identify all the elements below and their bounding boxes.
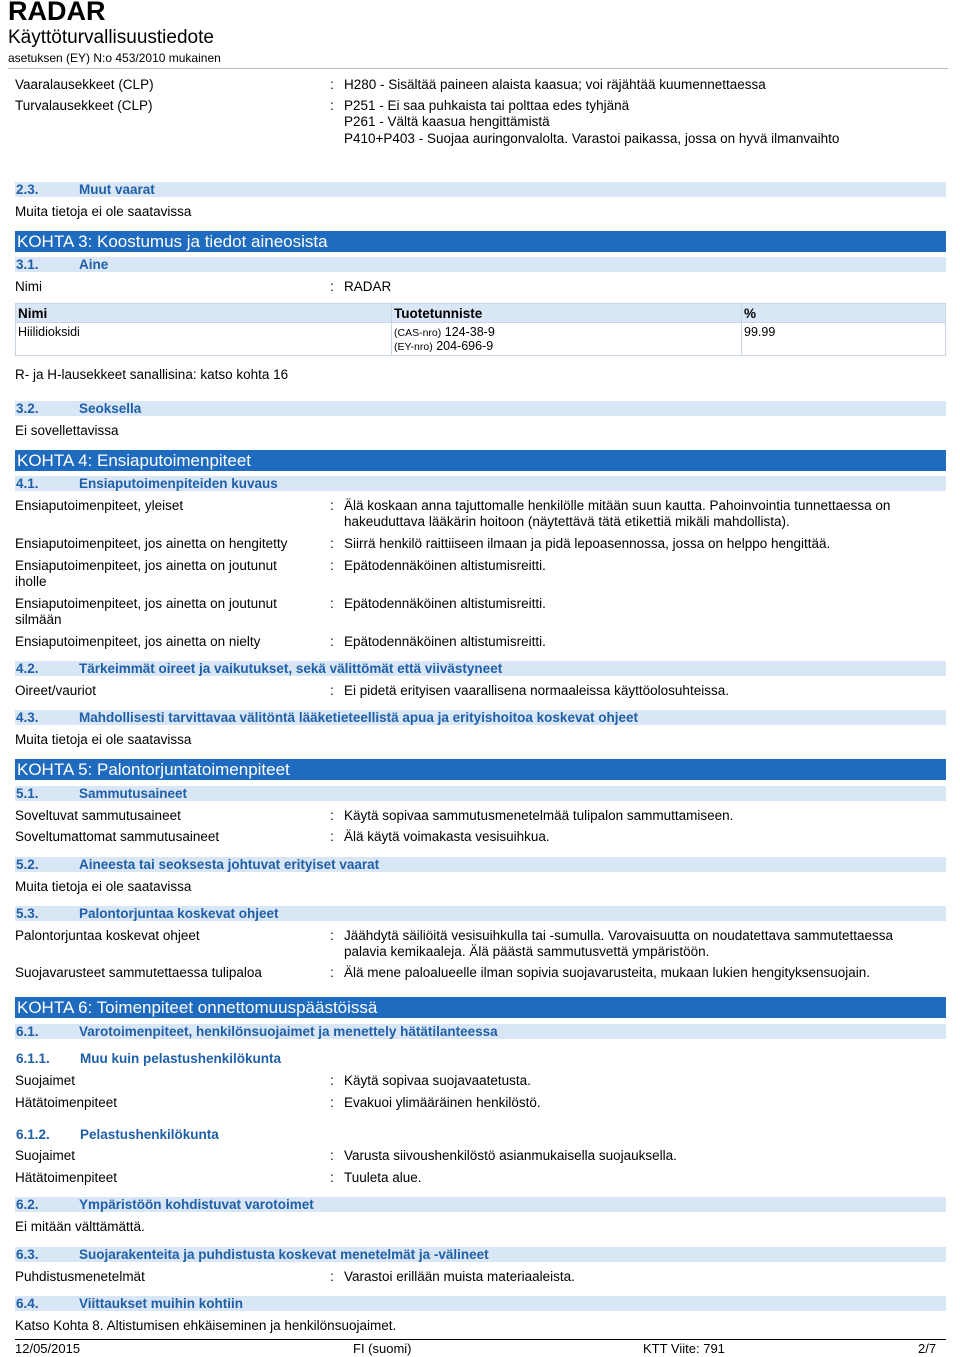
document-title: RADAR — [8, 0, 106, 26]
subsection-6-1-2-number: 6.1.2. — [16, 1127, 50, 1142]
subsection-6-2 — [15, 1197, 946, 1212]
colon: : — [330, 928, 334, 943]
subsection-number: 5.1. — [16, 786, 39, 801]
firefighting-instructions-value: Jäähdytä säiliöitä vesisuihkulla tai -sumulla. Varovaisuutta on noudatettava sammutettaessa palavia kemikaaleja. Älä päästä sammutusvettä ympäristöön. — [344, 928, 894, 959]
subsection-6-1-2-title: Pelastushenkilökunta — [80, 1127, 219, 1142]
subsection-number: 4.2. — [16, 661, 39, 676]
table-header-row — [16, 304, 946, 323]
subsection-6-4 — [15, 1296, 946, 1311]
first-aid-general-label: Ensiaputoimenpiteet, yleiset — [15, 498, 184, 513]
precautionary-line-2: P261 - Vältä kaasua hengittämistä — [344, 114, 550, 129]
footer-page-number: 2/7 — [918, 1341, 937, 1356]
subsection-5-2 — [15, 857, 946, 872]
footer-divider — [15, 1339, 946, 1340]
subsection-title: Viittaukset muihin kohtiin — [79, 1296, 244, 1311]
footer-language: FI (suomi) — [353, 1341, 412, 1356]
hazard-statements-label: Vaaralausekkeet (CLP) — [15, 77, 154, 92]
emergency-procedures-label: Hätätoimenpiteet — [15, 1170, 118, 1185]
unsuitable-media-label: Soveltumattomat sammutusaineet — [15, 829, 220, 844]
colon: : — [330, 1269, 334, 1284]
section-3-header: KOHTA 3: Koostumus ja tiedot aineosista — [15, 231, 946, 252]
protective-equipment-label: Suojavarusteet sammutettaessa tulipaloa — [15, 965, 262, 980]
hazard-statements-value: H280 - Sisältää paineen alaista kaasua; voi räjähtää kuumennettaessa — [344, 77, 766, 92]
subsection-3-1 — [15, 257, 946, 272]
subsection-number: 6.4. — [16, 1296, 39, 1311]
subsection-number: 3.1. — [16, 257, 39, 272]
emergency-protective-value: Varusta siivoushenkilöstö asianmukaisella suojauksella. — [344, 1148, 677, 1163]
non-emergency-procedures-value: Evakuoi ylimääräinen henkilöstö. — [344, 1095, 541, 1110]
emergency-protective-label: Suojaimet — [15, 1148, 76, 1163]
first-aid-skin-label: Ensiaputoimenpiteet, jos ainetta on joutunut iholle — [15, 558, 277, 589]
component-name: Hiilidioksidi — [16, 323, 392, 356]
subsection-4-1 — [15, 476, 946, 491]
special-hazards-text: Muita tietoja ei ole saatavissa — [15, 879, 192, 894]
colon: : — [330, 536, 334, 551]
first-aid-ingestion-value: Epätodennäköinen altistumisreitti. — [344, 634, 546, 649]
colon: : — [330, 498, 334, 513]
colon: : — [330, 808, 334, 823]
document-subtitle: Käyttöturvallisuustiedote — [8, 27, 214, 48]
colon: : — [330, 98, 334, 113]
colon: : — [330, 77, 334, 92]
subsection-5-1 — [15, 786, 946, 801]
column-header-identifier: Tuotetunniste — [392, 304, 742, 323]
section-4-header: KOHTA 4: Ensiaputoimenpiteet — [15, 450, 946, 471]
subsection-number: 4.1. — [16, 476, 39, 491]
subsection-3-2 — [15, 401, 946, 416]
colon: : — [330, 1073, 334, 1088]
substance-name-label: Nimi — [15, 279, 42, 294]
subsection-6-1-1-number: 6.1.1. — [16, 1051, 50, 1066]
colon: : — [330, 596, 334, 611]
subsection-title: Mahdollisesti tarvittavaa välitöntä lääketieteellistä apua ja erityishoitoa koskevat ohjeet — [79, 710, 638, 725]
first-aid-inhalation-value: Siirrä henkilö raittiiseen ilmaan ja pidä lepoasennossa, jossa on helppo hengittää. — [344, 536, 831, 551]
header-divider — [8, 68, 948, 69]
subsection-title: Aineesta tai seoksesta johtuvat erityiset vaarat — [79, 857, 380, 872]
colon: : — [330, 829, 334, 844]
subsection-number: 6.2. — [16, 1197, 39, 1212]
colon: : — [330, 1148, 334, 1163]
cleaning-methods-label: Puhdistusmenetelmät — [15, 1269, 145, 1284]
cleaning-methods-value: Varastoi erillään muista materiaaleista. — [344, 1269, 575, 1284]
footer-reference: KTT Viite: 791 — [643, 1341, 725, 1356]
symptoms-value: Ei pidetä erityisen vaarallisena normaaleissa käyttöolosuhteissa. — [344, 683, 729, 698]
precautionary-statements-label: Turvalausekkeet (CLP) — [15, 98, 153, 113]
column-header-percent: % — [742, 304, 946, 323]
subsection-title: Ympäristöön kohdistuvat varotoimet — [79, 1197, 314, 1212]
subsection-6-1 — [15, 1024, 946, 1039]
subsection-title: Palontorjuntaa koskevat ohjeet — [79, 906, 279, 921]
protective-equipment-value: Älä mene paloalueelle ilman sopivia suojavarusteita, mukaan lukien hengityksensuojain. — [344, 965, 871, 980]
non-emergency-protective-label: Suojaimet — [15, 1073, 76, 1088]
subsection-number: 5.2. — [16, 857, 39, 872]
column-header-name: Nimi — [16, 304, 392, 323]
section-6-header: KOHTA 6: Toimenpiteet onnettomuuspäästöissä — [15, 997, 946, 1018]
first-aid-eye-value: Epätodennäköinen altistumisreitti. — [344, 596, 546, 611]
subsection-4-2 — [15, 661, 946, 676]
ey-number: 204-696-9 — [436, 339, 494, 353]
colon: : — [330, 683, 334, 698]
subsection-number: 4.3. — [16, 710, 39, 725]
precautionary-line-1: P251 - Ei saa puhkaista tai polttaa edes tyhjänä — [344, 98, 630, 113]
firefighting-instructions-label: Palontorjuntaa koskevat ohjeet — [15, 928, 200, 943]
subsection-title: Muut vaarat — [79, 182, 155, 197]
non-emergency-protective-value: Käytä sopivaa suojavaatetusta. — [344, 1073, 531, 1088]
subsection-6-1-1-title: Muu kuin pelastushenkilökunta — [80, 1051, 282, 1066]
colon: : — [330, 558, 334, 573]
first-aid-ingestion-label: Ensiaputoimenpiteet, jos ainetta on nielty — [15, 634, 261, 649]
non-emergency-procedures-label: Hätätoimenpiteet — [15, 1095, 118, 1110]
subsection-5-3 — [15, 906, 946, 921]
symptoms-label: Oireet/vauriot — [15, 683, 97, 698]
footer-date: 12/05/2015 — [15, 1341, 81, 1356]
mixture-text: Ei sovellettavissa — [15, 423, 119, 438]
first-aid-eye-label: Ensiaputoimenpiteet, jos ainetta on joutunut silmään — [15, 596, 277, 627]
subsection-title: Suojarakenteita ja puhdistusta koskevat menetelmät ja -välineet — [79, 1247, 489, 1262]
suitable-media-value: Käytä sopivaa sammutusmenetelmää tulipalon sammuttamiseen. — [344, 808, 734, 823]
subsection-number: 5.3. — [16, 906, 39, 921]
first-aid-inhalation-label: Ensiaputoimenpiteet, jos ainetta on hengitetty — [15, 536, 288, 551]
subsection-title: Varotoimenpiteet, henkilönsuojaimet ja menettely hätätilanteessa — [79, 1024, 498, 1039]
colon: : — [330, 634, 334, 649]
subsection-title: Tärkeimmät oireet ja vaikutukset, sekä välittömät että viivästyneet — [79, 661, 503, 676]
subsection-6-3 — [15, 1247, 946, 1262]
section-5-header: KOHTA 5: Palontorjuntatoimenpiteet — [15, 759, 946, 780]
subsection-number: 6.3. — [16, 1247, 39, 1262]
environmental-precautions-text: Ei mitään välttämättä. — [15, 1219, 145, 1234]
table-row — [16, 323, 946, 356]
r-h-statements-note: R- ja H-lausekkeet sanallisina: katso kohta 16 — [15, 367, 289, 382]
component-percent: 99.99 — [742, 323, 946, 356]
medical-attention-text: Muita tietoja ei ole saatavissa — [15, 732, 192, 747]
substance-name-value: RADAR — [344, 279, 392, 294]
colon: : — [330, 1095, 334, 1110]
subsection-number: 6.1. — [16, 1024, 39, 1039]
subsection-title: Aine — [79, 257, 109, 272]
cas-number: 124-38-9 — [444, 325, 495, 339]
other-sections-reference: Katso Kohta 8. Altistumisen ehkäiseminen ja henkilönsuojaimet. — [15, 1318, 397, 1333]
subsection-title: Sammutusaineet — [79, 786, 188, 801]
subsection-title: Ensiaputoimenpiteiden kuvaus — [79, 476, 278, 491]
subsection-number: 3.2. — [16, 401, 39, 416]
subsection-4-3 — [15, 710, 946, 725]
colon: : — [330, 965, 334, 980]
suitable-media-label: Soveltuvat sammutusaineet — [15, 808, 181, 823]
composition-table — [15, 303, 946, 356]
subsection-2-3 — [15, 182, 946, 197]
first-aid-general-value: Älä koskaan anna tajuttomalle henkilölle mitään suun kautta. Pahoinvointia tunnettaessa on hakeuduttava lääkärin hoitoon (näytettävä tätä etikettiä mikäli mahdollista). — [344, 498, 891, 529]
precautionary-line-3: P410+P403 - Suojaa auringonvalolta. Varastoi paikassa, jossa on hyvä ilmanvaihto — [344, 131, 840, 146]
subsection-title: Seoksella — [79, 401, 142, 416]
unsuitable-media-value: Älä käytä voimakasta vesisuihkua. — [344, 829, 550, 844]
colon: : — [330, 1170, 334, 1185]
first-aid-skin-value: Epätodennäköinen altistumisreitti. — [344, 558, 546, 573]
emergency-procedures-value: Tuuleta alue. — [344, 1170, 422, 1185]
component-identifiers — [392, 323, 742, 356]
cas-label: (CAS-nro) — [394, 327, 442, 339]
ey-label: (EY-nro) — [394, 341, 433, 353]
subsection-number: 2.3. — [16, 182, 39, 197]
other-hazards-text: Muita tietoja ei ole saatavissa — [15, 204, 192, 219]
regulation-reference: asetuksen (EY) N:o 453/2010 mukainen — [8, 51, 221, 65]
colon: : — [330, 279, 334, 294]
